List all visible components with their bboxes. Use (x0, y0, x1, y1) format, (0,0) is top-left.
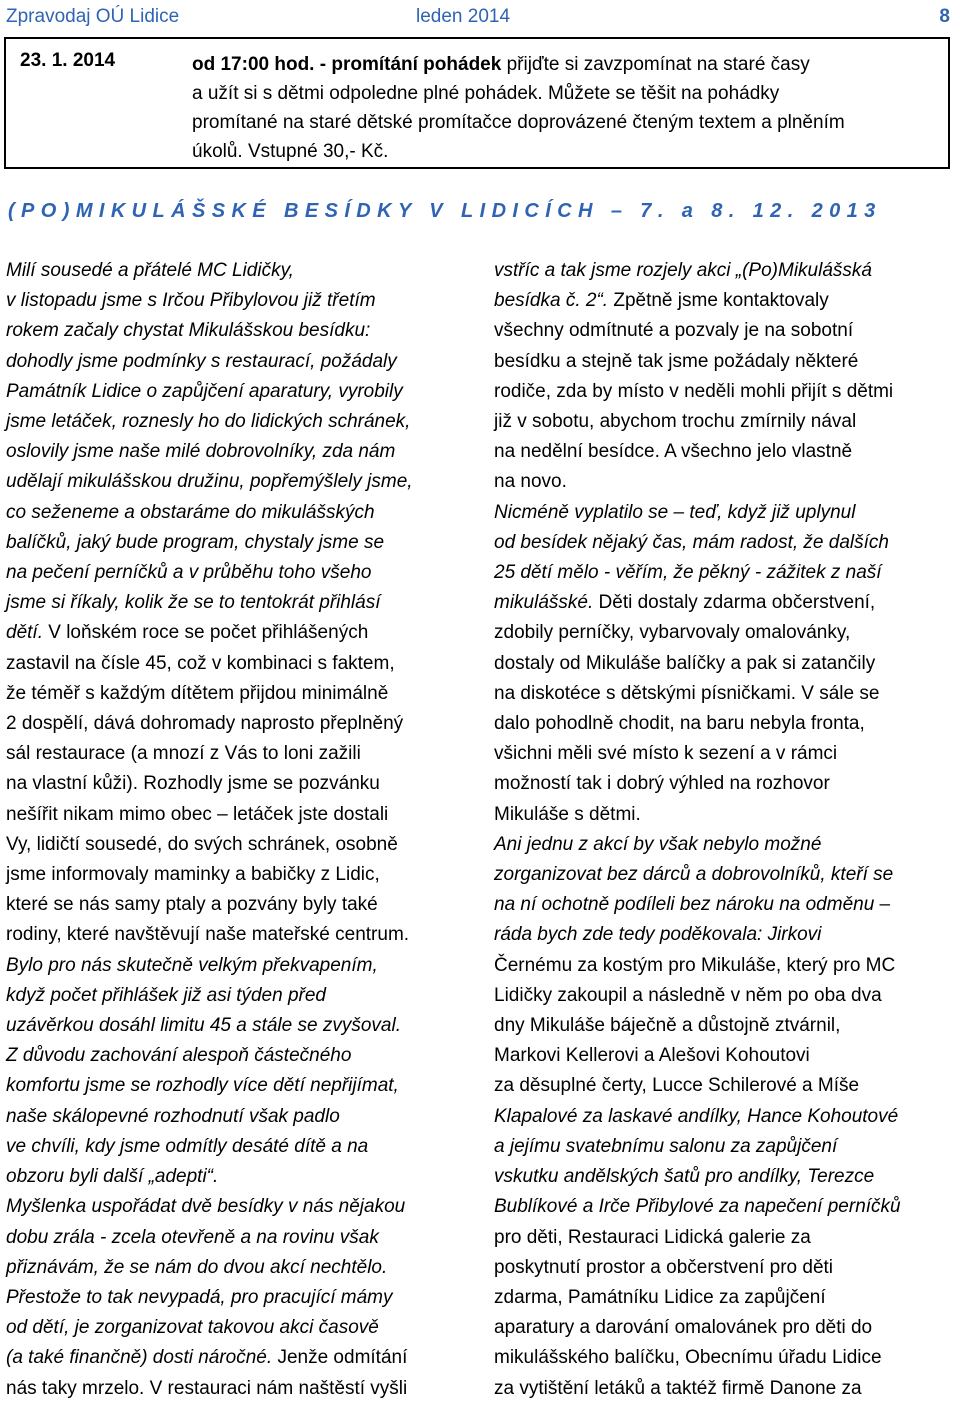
text-line: aparatury a darování omalovánek pro děti do (494, 1317, 873, 1339)
text-line: na ní ochotně podíleli bez nároku na odměnu – (494, 894, 891, 916)
text-line: za děsuplné čerty, Lucce Schilerové a Míše (494, 1075, 860, 1097)
text-line: jsme informovaly maminky a babičky z Lidic, (6, 864, 380, 886)
text-line-italic: (a také finančně) dosti náročné. (6, 1347, 273, 1369)
text-line-regular: Jenže odmítání (272, 1347, 408, 1369)
text-line: že téměř s každým dítětem přijdou minimálně (6, 682, 389, 704)
event-line-rest: přijďte si zavzpomínat na staré časy (501, 54, 810, 75)
text-line: vskutku andělských šatů pro andílky, Terezce (494, 1166, 875, 1188)
text-line: Památník Lidice o zapůjčení aparatury, vyrobily (6, 380, 403, 402)
text-line: dostaly od Mikuláše balíčky a pak si zatančily (494, 652, 876, 674)
event-line: promítané na staré dětské promítačce doprovázené čteným textem a plněním (192, 112, 845, 133)
text-line: Nicméně vyplatilo se – teď, když již uplynul (494, 501, 856, 523)
text-line: přiznávám, že se nám do dvou akcí nechtělo. (6, 1256, 388, 1278)
text-line: rodiny, které navštěvují naše mateřské centrum. (6, 924, 410, 946)
text-line: Klapalové za laskavé andílky, Hance Kohoutové (494, 1105, 899, 1127)
text-line: komfortu jsme se rozhodly více dětí nepřijímat, (6, 1075, 399, 1097)
event-line (192, 50, 932, 79)
text-line: zastavil na čísle 45, což v kombinaci s faktem, (6, 652, 395, 674)
text-line-italic: besídka č. 2“. (494, 290, 609, 312)
text-line (6, 618, 468, 648)
text-line: na diskotéce s dětskými písničkami. V sále se (494, 682, 880, 704)
text-line: dny Mikuláše báječně a důstojně ztvárnil, (494, 1015, 841, 1037)
text-line: zdobily perníčky, vybarvovaly omalovánky, (494, 622, 851, 644)
text-line: na nedělní besídce. A všechno jelo vlastně (494, 441, 853, 463)
article-column-left (6, 256, 468, 1404)
text-line: za vytištění letáků a taktéž firmě Danone za (494, 1377, 862, 1399)
text-line: co seženeme a obstaráme do mikulášských (6, 501, 375, 523)
text-line: poskytnutí prostor a občerstvení pro děti (494, 1256, 834, 1278)
text-line: ráda bych zde tedy poděkovala: Jirkovi (494, 924, 822, 946)
text-line-regular: Zpětně jsme kontaktovaly (608, 290, 829, 312)
text-line: všechny odmítnuté a pozvaly je na sobotní (494, 320, 854, 342)
text-line: Mikuláše s dětmi. (494, 803, 641, 825)
text-line: pro děti, Restauraci Lidická galerie za (494, 1226, 811, 1248)
text-line: Bublíkové a Irče Přibylové za napečení perníčků (494, 1196, 901, 1218)
publication-title: Zpravodaj OÚ Lidice (6, 6, 180, 27)
text-line-italic: dětí. (6, 622, 43, 644)
text-line: všichni měli své místo k sezení a v rámci (494, 743, 838, 765)
text-line: v listopadu jsme s Irčou Přibylovou již třetím (6, 290, 376, 312)
text-line: na novo. (494, 471, 567, 493)
text-line: vstříc a tak jsme rozjely akci „(Po)Mikulášská (494, 260, 872, 281)
text-line: Z důvodu zachování alespoň částečného (6, 1045, 352, 1067)
text-line: dohodly jsme podmínky s restaurací, požádaly (6, 350, 397, 372)
text-line: a jejímu svatebnímu salonu za zapůjčení (494, 1135, 838, 1157)
text-line (494, 588, 956, 618)
text-line: rodiče, zda by místo v neděli mohli přijít s dětmi (494, 380, 894, 402)
text-line: dalo pohodlně chodit, na baru nebyla fronta, (494, 713, 865, 735)
event-announcement-box (4, 37, 950, 169)
text-line: balíčků, jaký bude program, chystaly jsme se (6, 531, 385, 553)
text-line (6, 1343, 468, 1373)
text-line: Milí sousedé a přátelé MC Lidičky, (6, 260, 294, 281)
text-line: 2 dospělí, dává dohromady naprosto přeplněný (6, 713, 404, 735)
event-date: 23. 1. 2014 (20, 50, 116, 71)
text-line: udělají mikulášskou družinu, popřemýšlely jsme, (6, 471, 413, 493)
text-line: Bylo pro nás skutečně velkým překvapením, (6, 954, 378, 976)
text-line: nešířit nikam mimo obec – letáček jste dostali (6, 803, 389, 825)
event-time-title: od 17:00 hod. - promítání pohádek (192, 54, 502, 75)
text-line-regular: V loňském roce se počet přihlášených (42, 622, 369, 644)
text-line: Ani jednu z akcí by však nebylo možné (494, 833, 822, 855)
issue-date: leden 2014 (416, 6, 511, 27)
text-line: Lidičky zakoupil a následně v něm po oba dva (494, 984, 882, 1006)
page-number: 8 (939, 6, 950, 27)
article-column-right (494, 256, 956, 1404)
text-line: rokem začaly chystat Mikulášskou besídku: (6, 320, 371, 342)
text-line-regular: Děti dostaly zdarma občerstvení, (593, 592, 876, 614)
event-line: a užít si s dětmi odpoledne plné pohádek. Můžete se těšit na pohádky (192, 83, 780, 104)
text-line: 25 dětí mělo - věřím, že pěkný - zážitek z naší (494, 562, 882, 584)
text-line: besídku a stejně tak jsme požádaly některé (494, 350, 859, 372)
text-line: dobu zrála - zcela otevřeně a na rovinu však (6, 1226, 379, 1248)
text-line: když počet přihlášek již asi týden před (6, 984, 326, 1006)
text-line: jsme si říkaly, kolik že se to tentokrát přihlásí (6, 592, 381, 614)
text-line: ve chvíli, kdy jsme odmítly desáté dítě a na (6, 1135, 369, 1157)
text-line: možností tak i dobrý výhled na rozhovor (494, 773, 830, 795)
text-line: které se nás samy ptaly a pozvány byly také (6, 894, 378, 916)
text-line: na vlastní kůži). Rozhodly jsme se pozvánku (6, 773, 380, 795)
text-line: zdarma, Památníku Lidice za zapůjčení (494, 1286, 826, 1308)
event-description (192, 50, 932, 166)
text-line: od besídek nějaký čas, mám radost, že dalších (494, 531, 889, 553)
text-line: obzoru byli další „adepti“. (6, 1166, 219, 1188)
text-line: jsme letáček, roznesly ho do lidických schránek, (6, 411, 411, 433)
text-line: Markovi Kellerovi a Alešovi Kohoutovi (494, 1045, 810, 1067)
text-line (494, 286, 956, 316)
text-line-italic: mikulášské. (494, 592, 594, 614)
page-header (0, 0, 960, 36)
text-line: naše skálopevné rozhodnutí však padlo (6, 1105, 340, 1127)
text-line: uzávěrkou dosáhl limitu 45 a stále se zvyšoval. (6, 1015, 401, 1037)
text-line: Myšlenka uspořádat dvě besídky v nás nějakou (6, 1196, 406, 1218)
text-line: oslovily jsme naše milé dobrovolníky, zda nám (6, 441, 396, 463)
text-line: mikulášského balíčku, Obecnímu úřadu Lidice (494, 1347, 882, 1369)
text-line: nás taky mrzelo. V restauraci nám naštěstí vyšli (6, 1377, 408, 1399)
text-line: na pečení perníčků a v průběhu toho všeho (6, 562, 372, 584)
text-line: již v sobotu, abychom trochu zmírnily nával (494, 411, 857, 433)
text-line: zorganizovat bez dárců a dobrovolníků, kteří se (494, 864, 894, 886)
text-line: od dětí, je zorganizovat takovou akci časově (6, 1317, 379, 1339)
text-line: Přestože to tak nevypadá, pro pracující mámy (6, 1286, 393, 1308)
text-line: sál restaurace (a mnozí z Vás to loni zažili (6, 743, 361, 765)
text-line: Vy, lidičtí sousedé, do svých schránek, osobně (6, 833, 398, 855)
text-line: Černému za kostým pro Mikuláše, který pro MC (494, 954, 896, 976)
event-line: úkolů. Vstupné 30,- Kč. (192, 141, 389, 162)
article-title: (PO)MIKULÁŠSKÉ BESÍDKY V LIDICÍCH – 7. a 8. 12. 2013 (8, 200, 882, 222)
